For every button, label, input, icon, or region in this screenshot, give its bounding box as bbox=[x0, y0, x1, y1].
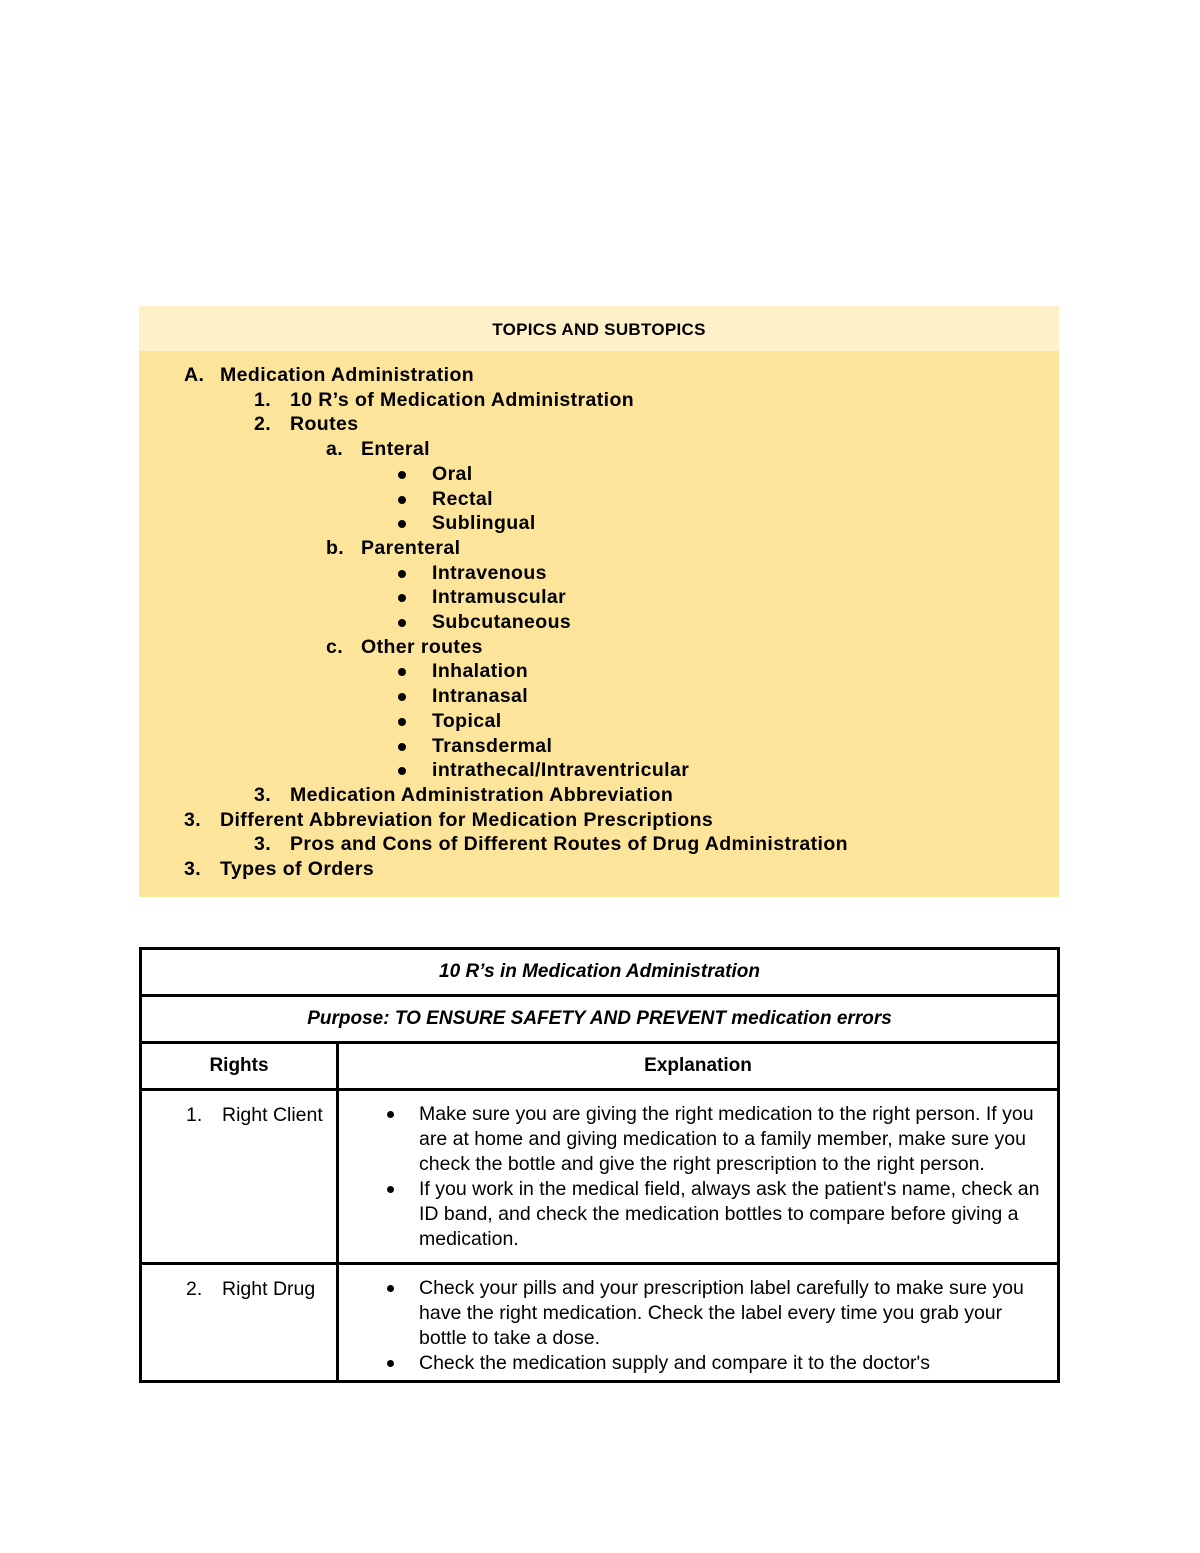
bullet-icon bbox=[398, 718, 406, 726]
explanation-cell bbox=[338, 1090, 1059, 1264]
right-label: Right Drug bbox=[222, 1278, 316, 1300]
rights-table bbox=[139, 947, 1060, 1383]
outline-text: Other routes bbox=[361, 635, 483, 658]
right-label: Right Client bbox=[222, 1104, 323, 1126]
outline-marker: 3. bbox=[184, 808, 202, 831]
outline-marker: 1. bbox=[254, 388, 272, 411]
outline-marker: 3. bbox=[254, 833, 272, 856]
outline-text: Intravenous bbox=[432, 561, 547, 584]
topics-header: TOPICS AND SUBTOPICS bbox=[139, 306, 1059, 351]
outline-marker: 3. bbox=[254, 783, 272, 806]
topics-box bbox=[139, 306, 1059, 897]
outline-text: Parenteral bbox=[361, 536, 461, 559]
bullet-icon bbox=[387, 1360, 394, 1367]
table-purpose-row bbox=[141, 996, 1059, 1043]
outline-marker: A. bbox=[184, 364, 205, 386]
outline-text: 10 R’s of Medication Administration bbox=[290, 388, 635, 411]
right-cell bbox=[141, 1090, 338, 1264]
right-number: 1. bbox=[186, 1104, 203, 1126]
outline-marker: 3. bbox=[184, 858, 202, 880]
table-row bbox=[141, 1264, 1059, 1382]
explanation-list bbox=[339, 1265, 1057, 1380]
bullet-icon bbox=[398, 743, 406, 751]
bullet-icon bbox=[398, 496, 406, 504]
outline-text: Intramuscular bbox=[432, 586, 567, 609]
outline-text: Oral bbox=[432, 462, 473, 485]
outline-text: Topical bbox=[432, 709, 502, 732]
bullet-icon bbox=[387, 1285, 394, 1292]
bullet-icon bbox=[398, 668, 406, 676]
outline-text: Medication Administration bbox=[220, 364, 475, 386]
outline-marker: c. bbox=[326, 635, 344, 658]
outline-text: Different Abbreviation for Medication Prescriptions bbox=[220, 808, 714, 831]
explanation-text: Check the medication supply and compare it to the doctor's bbox=[419, 1352, 930, 1374]
outline-text: Transdermal bbox=[432, 734, 553, 757]
table-title: 10 R’s in Medication Administration bbox=[141, 949, 1059, 996]
right-cell bbox=[141, 1264, 338, 1382]
table-purpose: Purpose: TO ENSURE SAFETY AND PREVENT medication errors bbox=[141, 996, 1059, 1043]
bullet-icon bbox=[398, 520, 406, 528]
list-item bbox=[419, 1351, 1049, 1376]
outline-marker: b. bbox=[326, 536, 345, 559]
bullet-icon bbox=[387, 1186, 394, 1193]
outline-text: Enteral bbox=[361, 438, 430, 461]
explanation-text: Check your pills and your prescription label carefully to make sure you have the right medication. Check the label every time you grab your bottle to take a dose. bbox=[419, 1277, 1024, 1349]
bullet-icon bbox=[387, 1111, 394, 1118]
list-item bbox=[419, 1102, 1049, 1177]
bullet-icon bbox=[398, 767, 406, 775]
outline-text: Medication Administration Abbreviation bbox=[290, 783, 674, 806]
bullet-icon bbox=[398, 693, 406, 701]
explanation-list bbox=[339, 1091, 1057, 1262]
bullet-icon bbox=[398, 471, 406, 479]
explanation-text: If you work in the medical field, always ask the patient's name, check an ID band, and check the medication bottles to compare before giving a medication. bbox=[419, 1178, 1040, 1250]
table-title-row bbox=[141, 949, 1059, 996]
outline-text: Intranasal bbox=[432, 685, 529, 708]
table-row bbox=[141, 1090, 1059, 1264]
outline-marker: 2. bbox=[254, 413, 272, 436]
table-header-row bbox=[141, 1043, 1059, 1090]
outline-text: intrathecal/Intraventricular bbox=[432, 759, 690, 782]
list-item bbox=[419, 1177, 1049, 1252]
bullet-icon bbox=[398, 594, 406, 602]
outline-text: Rectal bbox=[432, 487, 493, 510]
outline-text: Routes bbox=[290, 413, 359, 436]
bullet-icon bbox=[398, 619, 406, 627]
outline-text: Types of Orders bbox=[220, 858, 375, 880]
right-number: 2. bbox=[186, 1278, 203, 1300]
outline-text: Sublingual bbox=[432, 512, 536, 535]
explanation-text: Make sure you are giving the right medication to the right person. If you are at home and giving medication to a family member, make sure you check the bottle and give the right prescription to the right person. bbox=[419, 1103, 1034, 1175]
list-item bbox=[419, 1276, 1049, 1351]
outline-text: Inhalation bbox=[432, 660, 529, 683]
outline-text: Subcutaneous bbox=[432, 611, 572, 633]
bullet-icon bbox=[398, 570, 406, 578]
column-header-rights: Rights bbox=[141, 1043, 338, 1090]
outline-marker: a. bbox=[326, 438, 344, 461]
column-header-explanation: Explanation bbox=[338, 1043, 1059, 1090]
outline-text: Pros and Cons of Different Routes of Drug Administration bbox=[290, 833, 848, 856]
explanation-cell bbox=[338, 1264, 1059, 1382]
